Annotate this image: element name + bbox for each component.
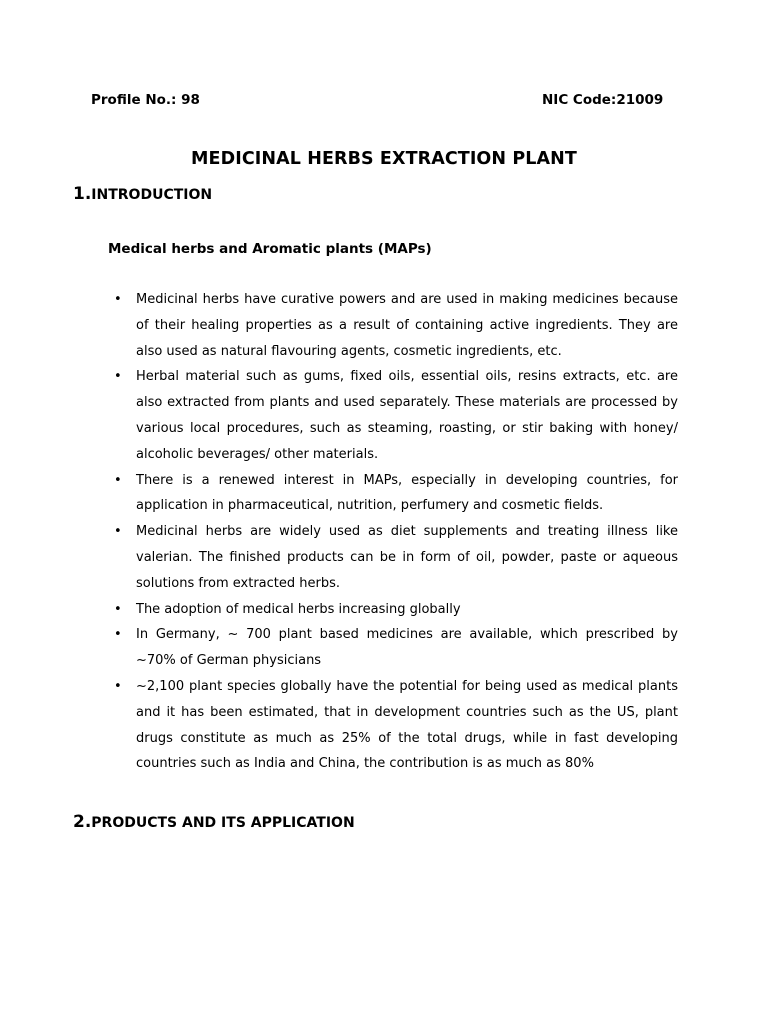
profile-number: Profile No.: 98 [91, 92, 200, 108]
list-item [108, 364, 678, 467]
nic-code: NIC Code:21009 [542, 92, 664, 108]
list-item-text: The adoption of medical herbs increasing globally [136, 601, 461, 617]
section-heading-products [73, 812, 355, 832]
bullet-icon: • [114, 601, 122, 617]
list-item [108, 622, 678, 674]
list-item-text: Medicinal herbs have curative powers and are used in making medicines because of their healing properties as a result of containing active ingredients. They are also used as natural flavouring agents, cosmetic ingredients, etc. [136, 292, 678, 359]
section-number: 2. [73, 812, 92, 832]
bullet-icon: • [114, 292, 122, 307]
list-item-text: ~2,100 plant species globally have the potential for being used as medical plants and it has been estimated, that in development countries such as the US, plant drugs constitute as much as 25% of the total drugs, while in fast developing countries such as India and China, the contribution is as much as 80% [136, 678, 678, 772]
bullet-icon: • [114, 369, 122, 385]
list-item-text: In Germany, ~ 700 plant based medicines are available, which prescribed by ~70% of German physicians [136, 627, 678, 669]
list-item-text: There is a renewed interest in MAPs, especially in developing countries, for application in pharmaceutical, nutrition, perfumery and cosmetic fields. [136, 472, 678, 514]
bullet-icon: • [114, 627, 122, 643]
list-item-text: Herbal material such as gums, fixed oils, essential oils, resins extracts, etc. are also extracted from plants and used separately. These materials are processed by various local procedures, such as steaming, roasting, or stir baking with honey/ alcoholic beverages/ other materials. [136, 369, 678, 462]
list-item [108, 597, 678, 623]
document-title: MEDICINAL HERBS EXTRACTION PLANT [191, 149, 577, 169]
section-number: 1. [73, 184, 92, 204]
list-item-text: Medicinal herbs are widely used as diet supplements and treating illness like valerian. The finished products can be in form of oil, powder, paste or aqueous solutions from extracted herbs. [136, 524, 678, 591]
introduction-bullet-list [108, 287, 678, 777]
list-item [108, 674, 678, 777]
section-title: INTRODUCTION [91, 187, 213, 203]
list-item [108, 468, 678, 520]
subheading-maps: Medical herbs and Aromatic plants (MAPs) [108, 241, 432, 257]
list-item [108, 519, 678, 596]
bullet-icon: • [114, 524, 122, 540]
section-heading-introduction [73, 184, 212, 204]
list-item [108, 287, 678, 364]
section-title: PRODUCTS AND ITS APPLICATION [91, 815, 355, 831]
bullet-icon: • [114, 678, 122, 694]
bullet-icon: • [114, 472, 122, 488]
